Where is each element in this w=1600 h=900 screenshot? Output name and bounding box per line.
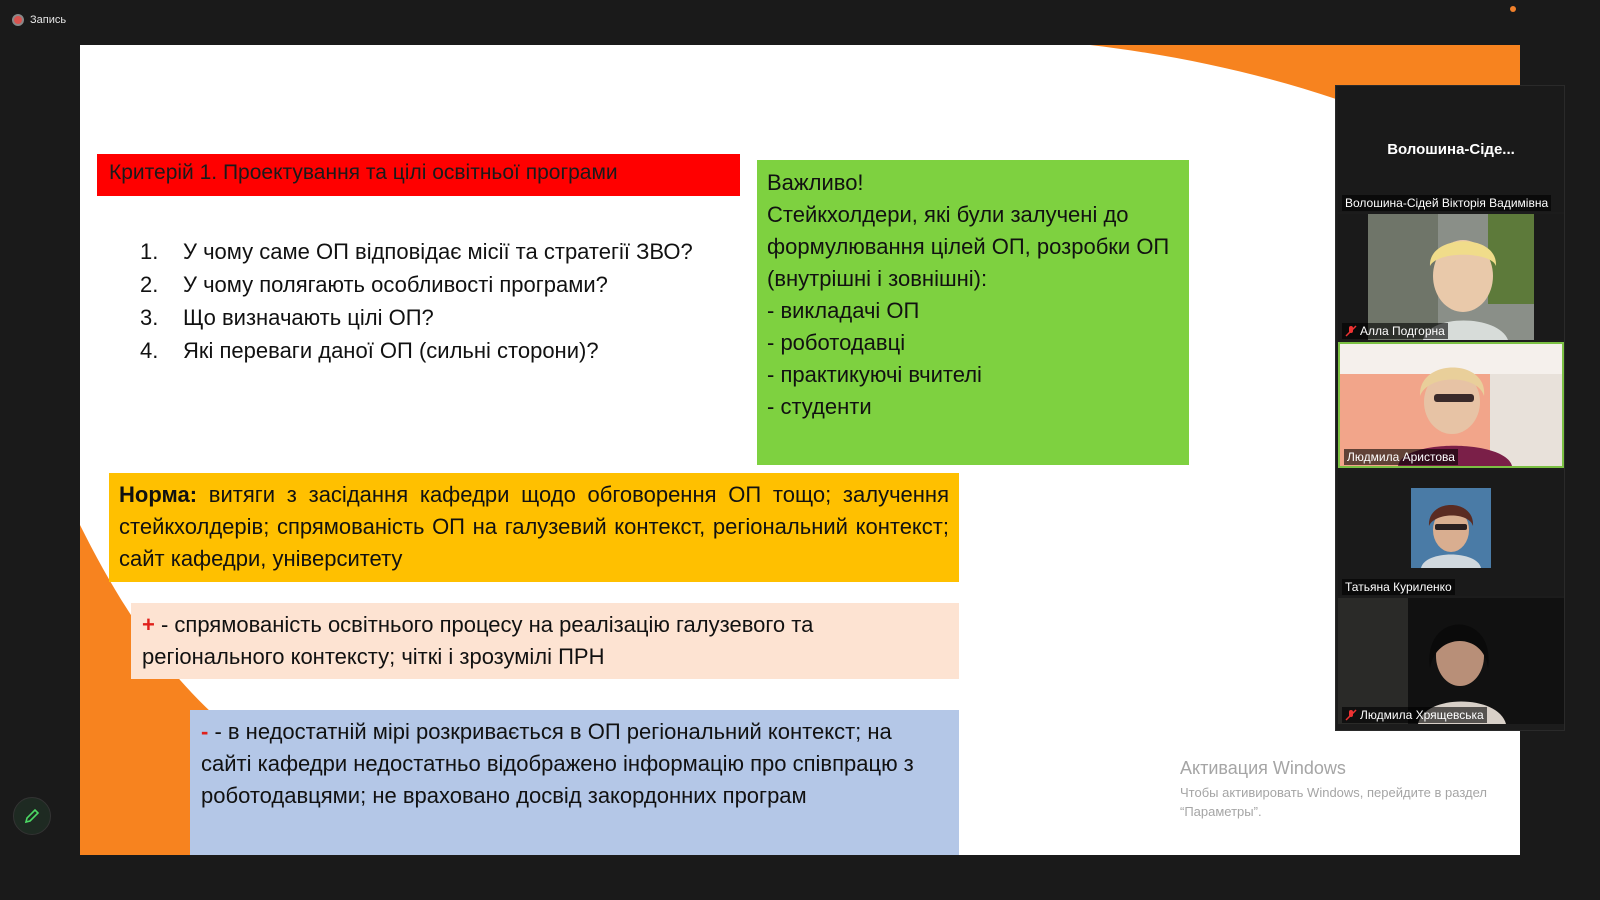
list-item: 4. Які переваги даної ОП (сильні сторони)?: [140, 338, 599, 363]
windows-activation-watermark: Активация Windows Чтобы активировать Windows, перейдите в раздел “Параметры”.: [1180, 758, 1487, 819]
participant-name: Волошина-Сідей Вікторія Вадимівна: [1342, 195, 1551, 211]
questions-list: [140, 235, 740, 367]
strengths-text: - спрямованість освітнього процесу на реалізацію галузевого та регіонального контексту; чіткі і зрозумілі ПРН: [142, 612, 814, 669]
mic-muted-icon: [1345, 325, 1357, 337]
record-icon: [12, 14, 24, 26]
mic-muted-icon: [1345, 709, 1357, 721]
list-item: 3. Що визначають цілі ОП?: [140, 305, 434, 330]
participant-tile-lyudmyla-khryashchevska[interactable]: [1338, 598, 1564, 724]
participant-tile-lyudmyla-arystova[interactable]: [1338, 342, 1564, 468]
important-body: Стейкхолдери, які були залучені до формулювання цілей ОП, розробки ОП (внутрішні і зовнішні):: [767, 202, 1170, 291]
participant-video: [1340, 344, 1562, 466]
recording-label: Запись: [30, 14, 67, 26]
list-item: 2. У чому полягають особливості програми?: [140, 272, 608, 297]
participant-tile-tatiana[interactable]: [1338, 470, 1564, 596]
criterion-title: Критерій 1. Проектування та цілі освітньої програми: [97, 154, 740, 196]
norm-box: [109, 473, 959, 582]
list-item: - викладачі ОП: [767, 298, 920, 323]
left-margin: [0, 45, 80, 855]
important-box: [757, 160, 1189, 465]
participant-name: Людмила Аристова: [1344, 449, 1458, 465]
participant-name: Людмила Хрящевська: [1342, 707, 1487, 723]
participant-name: Алла Подгорна: [1342, 323, 1448, 339]
meeting-bottom-bar: [0, 855, 1600, 900]
list-item: - студенти: [767, 394, 872, 419]
meeting-top-bar: [0, 0, 1600, 45]
participant-name: Татьяна Куриленко: [1342, 579, 1455, 595]
participant-video: [1411, 488, 1491, 568]
plus-sign: +: [142, 612, 155, 637]
minus-sign: -: [201, 719, 209, 744]
participants-panel: [1335, 85, 1565, 731]
annotate-button[interactable]: [13, 797, 51, 835]
participant-video: [1368, 214, 1534, 340]
weaknesses-box: [190, 710, 959, 855]
list-item: - роботодавці: [767, 330, 906, 355]
participant-tile-alla[interactable]: [1338, 214, 1564, 340]
host-display-name: Волошина-Сіде...: [1387, 140, 1515, 158]
norm-label: Норма:: [119, 482, 198, 507]
pencil-icon: [23, 807, 41, 825]
participant-tile-host[interactable]: [1338, 86, 1564, 212]
status-dot-icon: [1510, 6, 1516, 12]
list-item: 1. У чому саме ОП відповідає місії та стратегії ЗВО?: [140, 239, 693, 264]
list-item: - практикуючі вчителі: [767, 362, 982, 387]
participant-video: [1338, 598, 1564, 724]
important-heading: Важливо!: [767, 170, 864, 195]
norm-text: витяги з засідання кафедри щодо обговорення ОП тощо; залучення стейкхолдерів; спрямованість ОП на галузевий контекст, регіональний контекст; сайт кафедри, університету: [119, 482, 949, 571]
recording-indicator[interactable]: [12, 12, 66, 28]
strengths-box: [131, 603, 959, 679]
shared-slide: [80, 45, 1520, 855]
weaknesses-text: - в недостатній мірі розкривається в ОП регіональний контекст; на сайті кафедри недостатньо відображено інформацію про співпрацю з роботодавцями; не враховано досвід закордонних програм: [201, 719, 914, 808]
